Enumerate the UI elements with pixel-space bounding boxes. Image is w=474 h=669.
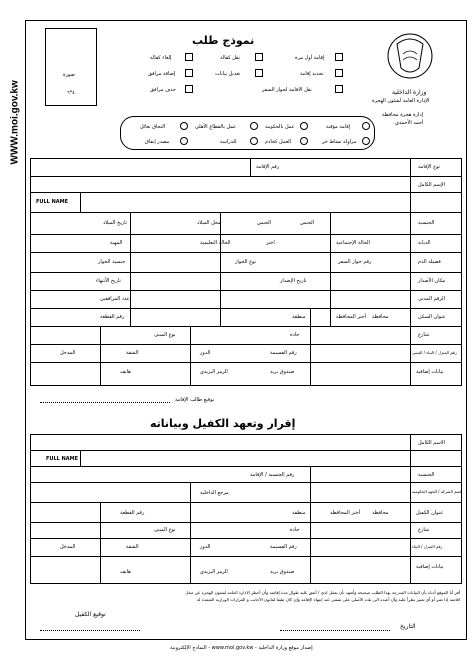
sponsor-label-building-no: رقم القسيمة	[270, 544, 297, 550]
label-postal: الرمز البريدي	[200, 369, 228, 375]
kuwait-emblem-icon	[385, 28, 435, 84]
checkbox-edit-data[interactable]	[255, 69, 263, 77]
label-civil-no: الرقم المدني	[418, 296, 445, 302]
ministry-name: وزارة الداخلية	[392, 89, 427, 96]
checkbox-remove-dependent[interactable]	[185, 85, 193, 93]
label-marital: الحالة الإجتماعية	[336, 240, 370, 246]
label-issue-date: تاريخ الإصدار	[280, 278, 307, 284]
label-choose-gov: أختر المحافظة	[336, 314, 367, 320]
checkbox-cancel-sponsor[interactable]	[185, 53, 193, 61]
label-nationality: الجنسية	[418, 220, 435, 226]
photo-label: صورة	[63, 72, 75, 78]
label-profession: المهنة	[110, 240, 123, 246]
sponsor-label-name-en: FULL NAME	[46, 456, 79, 462]
label-dependents: عدد المرافقين	[100, 296, 130, 302]
label-education: الحالة التعليمية	[200, 240, 231, 246]
label-passport-no: رقم جواز السفر	[338, 259, 372, 265]
label-degree: اختر	[266, 240, 275, 246]
sponsor-label-extra: بيانات إضافية	[416, 564, 444, 570]
request-type-label: حذف مرافق	[150, 87, 176, 93]
residence-type-label: مصدر إنفاق	[145, 139, 170, 145]
sponsor-label-avenue: جادة	[290, 527, 300, 533]
sub-department: إدارة هجرة محافظة	[382, 112, 424, 118]
label-issue-place: مكان الأصدار	[418, 278, 446, 284]
radio-servant[interactable]	[300, 137, 308, 145]
label-full-name-ar: الإسم الكامل	[418, 182, 446, 188]
radio-family[interactable]	[180, 122, 188, 130]
radio-expense[interactable]	[180, 137, 188, 145]
checkbox-add-dependent[interactable]	[185, 69, 193, 77]
radio-self-business[interactable]	[362, 137, 370, 145]
label-passport-nationality: جنسية الجواز	[98, 259, 126, 265]
date-label: التاريخ	[400, 623, 416, 630]
sponsor-label-phone: هاتف	[120, 569, 131, 575]
declaration-line-1: أقر أنا الموقع أدناه بأن البيانات المدرجة بهذا الطلب صحيحة وأتعهد بأن يعمل لدي / أتفق عليه طوال مدة إقامته وأن أخطر الادارة العامة لشئون الهجرة عن محل	[185, 590, 460, 595]
label-residence-number: رقم الإقامة	[256, 164, 280, 170]
residence-type-label: إقامة مؤقتة	[326, 124, 351, 130]
radio-temp-residence[interactable]	[362, 122, 370, 130]
sponsor-label-address: عنوان الكفيل	[416, 510, 444, 516]
label-full-name-en: FULL NAME	[36, 199, 69, 205]
radio-private-sector[interactable]	[250, 122, 258, 130]
sponsor-section	[30, 434, 462, 584]
sponsor-label-name-ar: الاسم الكامل	[418, 440, 446, 446]
label-governorate: محافظة	[372, 314, 389, 320]
photo-size: ٤*٦	[67, 90, 75, 96]
sponsor-label-governorate: محافظة	[372, 510, 389, 516]
sponsor-section-title: إقرار وتعهد الكفيل وبياناته	[150, 417, 296, 430]
sponsor-label-entrance: المدخل	[60, 544, 76, 550]
label-phone: هاتف	[120, 369, 131, 375]
sponsor-label-nationality: الجنسية	[418, 472, 435, 478]
label-street: شارع	[418, 332, 430, 338]
label-birthplace: محل الميلاد	[197, 220, 221, 226]
label-residence-type: نوع الإقامة	[418, 164, 441, 170]
governorate-name: أحمد الأحمدي	[395, 120, 424, 126]
request-type-label: تجديد إقامة	[300, 71, 324, 77]
residence-type-label: العمل كخادم	[265, 139, 292, 145]
residence-type-label: عمل بالقطاع الأهلي	[195, 124, 237, 130]
declaration-line-2: اقامته إذا تغير أو أي تغيير يطرأ عليه وأن أعيده الى بلده الأصلي على نفقتي عند إنتهاء الإقامة وإن كان طبقا لقانون الأجانب و القرارات الوزارية المنفذة له	[196, 597, 460, 602]
residence-type-label: مزاولة نشاط حر	[322, 139, 357, 145]
label-block: رقم القطعة	[100, 314, 125, 320]
form-title: نموذج طلب	[192, 34, 255, 47]
label-entrance: المدخل	[60, 350, 76, 356]
label-birthdate: تاريخ الميلاد	[103, 220, 128, 226]
sponsor-label-floor: الدور	[200, 544, 211, 550]
sponsor-label-apartment: الشقة	[126, 544, 139, 550]
label-building-type: نوع المبنى	[154, 332, 176, 338]
checkbox-first-residence[interactable]	[335, 53, 343, 61]
request-type-label: تعديل بيانات	[215, 71, 241, 77]
label-gender: الجنس	[300, 220, 315, 226]
residence-type-label: التحاق بعائل	[140, 124, 166, 130]
residence-type-label: عمل بالحكومة	[265, 124, 295, 130]
sponsor-label-company: اسم الشركة / الجهة الحكومية	[412, 489, 462, 494]
checkbox-transfer-sponsor[interactable]	[255, 53, 263, 61]
sponsor-label-civil-no: رقم الجنسية / الإقامة	[250, 472, 295, 478]
sponsor-label-area: منطقة	[292, 510, 306, 516]
request-type-label: إلغاء كفالة	[150, 55, 172, 61]
label-expiry: تاريخ الأنتهاء	[96, 278, 121, 284]
label-floor: الدور	[200, 350, 211, 356]
label-sex: الجنس	[257, 220, 272, 226]
label-religion: الديانة	[418, 240, 431, 246]
request-type-label: نقل كفالة	[220, 55, 240, 61]
sponsor-label-ministry-ref: مرجع الداخلية	[200, 490, 229, 496]
department-name: الإدارة العامة لشئون الهجرة	[372, 98, 430, 104]
checkbox-transfer-passport[interactable]	[335, 85, 343, 93]
sponsor-label-building-type: نوع المبنى	[154, 527, 176, 533]
label-building-no: رقم القسيمة	[270, 350, 297, 356]
radio-government[interactable]	[300, 122, 308, 130]
request-type-label: نقل الاقامة لجواز السفر	[262, 87, 312, 93]
sponsor-label-block: رقم القطعة	[120, 510, 145, 516]
sponsor-label-postal: الرمز البريدي	[200, 569, 228, 575]
sponsor-label-street: شارع	[418, 527, 430, 533]
request-type-label: إقامة أول مرة	[295, 55, 325, 61]
request-type-label: إضافة مرافق	[148, 71, 176, 77]
label-extra: بيانات إضافية	[416, 369, 444, 375]
label-avenue: جادة	[290, 332, 300, 338]
site-url-vertical: WWW.moi.gov.kw	[9, 80, 21, 165]
sponsor-label-pobox: صندوق بريد	[270, 569, 295, 575]
footer-text: إصدار موقع وزارة الداخلية - www.moi.gov.kw - النماذج الإلكترونية	[170, 645, 313, 651]
label-blood: فصيلة الدم	[418, 259, 441, 265]
label-passport-type: نوع الجواز	[235, 259, 257, 265]
label-area: منطقة	[292, 314, 306, 320]
label-apartment: الشقة	[126, 350, 139, 356]
label-pobox: صندوق بريد	[270, 369, 295, 375]
sponsor-label-more-info: رقم المنزل / البناء	[412, 544, 443, 549]
label-applicant-signature: توقيع طالب الإقامة	[175, 397, 215, 403]
label-address: عنوان السكن	[418, 314, 446, 320]
label-more-info: رقم المنزل / البناء / المبنى	[412, 350, 457, 355]
residence-type-label: للدراسة	[220, 139, 237, 145]
radio-study[interactable]	[250, 137, 258, 145]
sponsor-label-choose-gov: أختر المحافظة	[330, 510, 361, 516]
checkbox-renew[interactable]	[335, 69, 343, 77]
sponsor-signature-label: توقيع الكفيل	[75, 611, 106, 618]
